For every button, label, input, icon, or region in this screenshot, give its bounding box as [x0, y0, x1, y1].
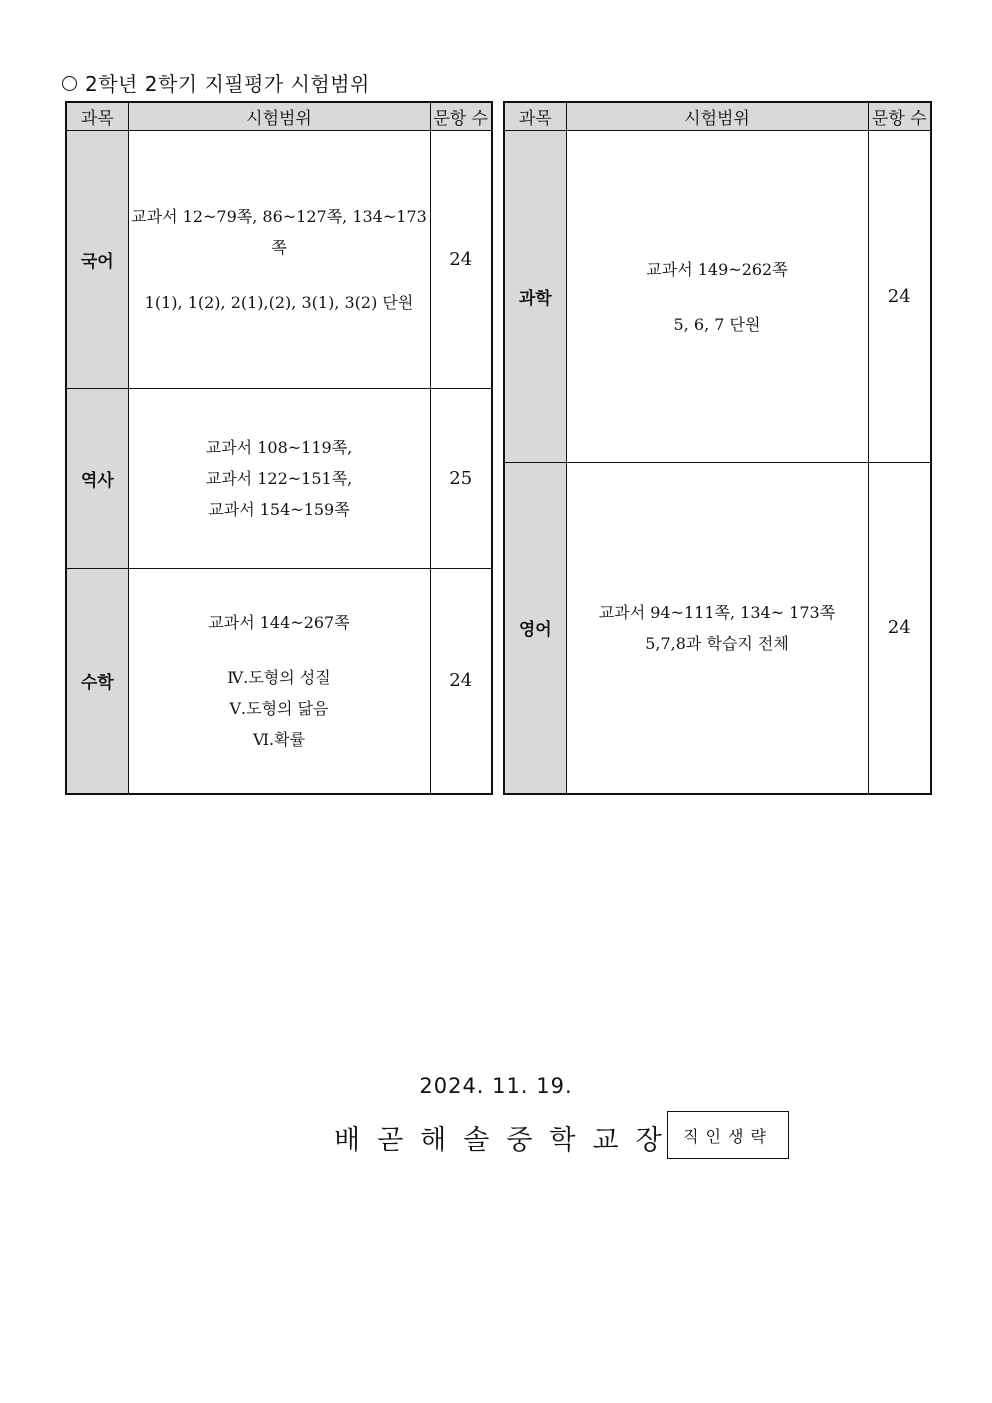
count-cell: 25	[430, 389, 492, 569]
seal-omitted-box: 직인생략	[667, 1111, 789, 1159]
range-line: Ⅳ.도형의 성질	[227, 667, 331, 687]
count-cell: 24	[430, 569, 492, 794]
range-cell	[566, 131, 868, 463]
range-line: 5,7,8과 학습지 전체	[645, 633, 789, 653]
range-line: 교과서 144~267쪽	[208, 612, 350, 632]
header-count: 문항 수	[430, 102, 492, 131]
exam-range-table-right	[503, 101, 932, 795]
issue-date: 2024. 11. 19.	[419, 1074, 573, 1098]
range-line: 1(1), 1(2), 2(1),(2), 3(1), 3(2) 단원	[144, 293, 414, 312]
subject-cell: 과학	[504, 131, 566, 463]
range-cell	[128, 389, 430, 569]
subject-cell: 수학	[66, 569, 128, 794]
header-subject: 과목	[66, 102, 128, 131]
range-cell	[566, 463, 868, 794]
range-line: 교과서 94~111쪽, 134~ 173쪽	[598, 602, 836, 622]
table-row	[66, 569, 492, 794]
header-range: 시험범위	[566, 102, 868, 131]
header-count: 문항 수	[868, 102, 931, 131]
range-line: Ⅵ.확률	[252, 729, 306, 749]
circle-bullet-icon	[62, 76, 77, 91]
range-line: 5, 6, 7 단원	[673, 314, 761, 334]
range-line: 교과서 12~79쪽, 86~127쪽, 134~173쪽	[131, 207, 427, 257]
range-line: 교과서 108~119쪽,	[205, 438, 353, 457]
range-line: Ⅴ.도형의 닮음	[229, 698, 329, 718]
subject-cell: 역사	[66, 389, 128, 569]
table-row	[504, 131, 931, 463]
school-principal-name: 배곧해솔중학교장	[334, 1125, 679, 1156]
count-cell: 24	[430, 131, 492, 389]
exam-range-table-left	[65, 101, 493, 795]
subject-cell: 국어	[66, 131, 128, 389]
header-subject: 과목	[504, 102, 566, 131]
range-cell	[128, 569, 430, 794]
table-row	[66, 131, 492, 389]
count-cell: 24	[868, 463, 931, 794]
range-line: 교과서 149~262쪽	[646, 259, 788, 279]
range-cell	[128, 131, 430, 389]
count-cell: 24	[868, 131, 931, 463]
section-heading: 2학년 2학기 지필평가 시험범위	[62, 68, 370, 97]
subject-cell: 영어	[504, 463, 566, 794]
range-line: 교과서 122~151쪽,	[205, 469, 353, 488]
table-row	[66, 389, 492, 569]
range-line: 교과서 154~159쪽	[208, 500, 350, 519]
table-row	[504, 463, 931, 794]
header-range: 시험범위	[128, 102, 430, 131]
